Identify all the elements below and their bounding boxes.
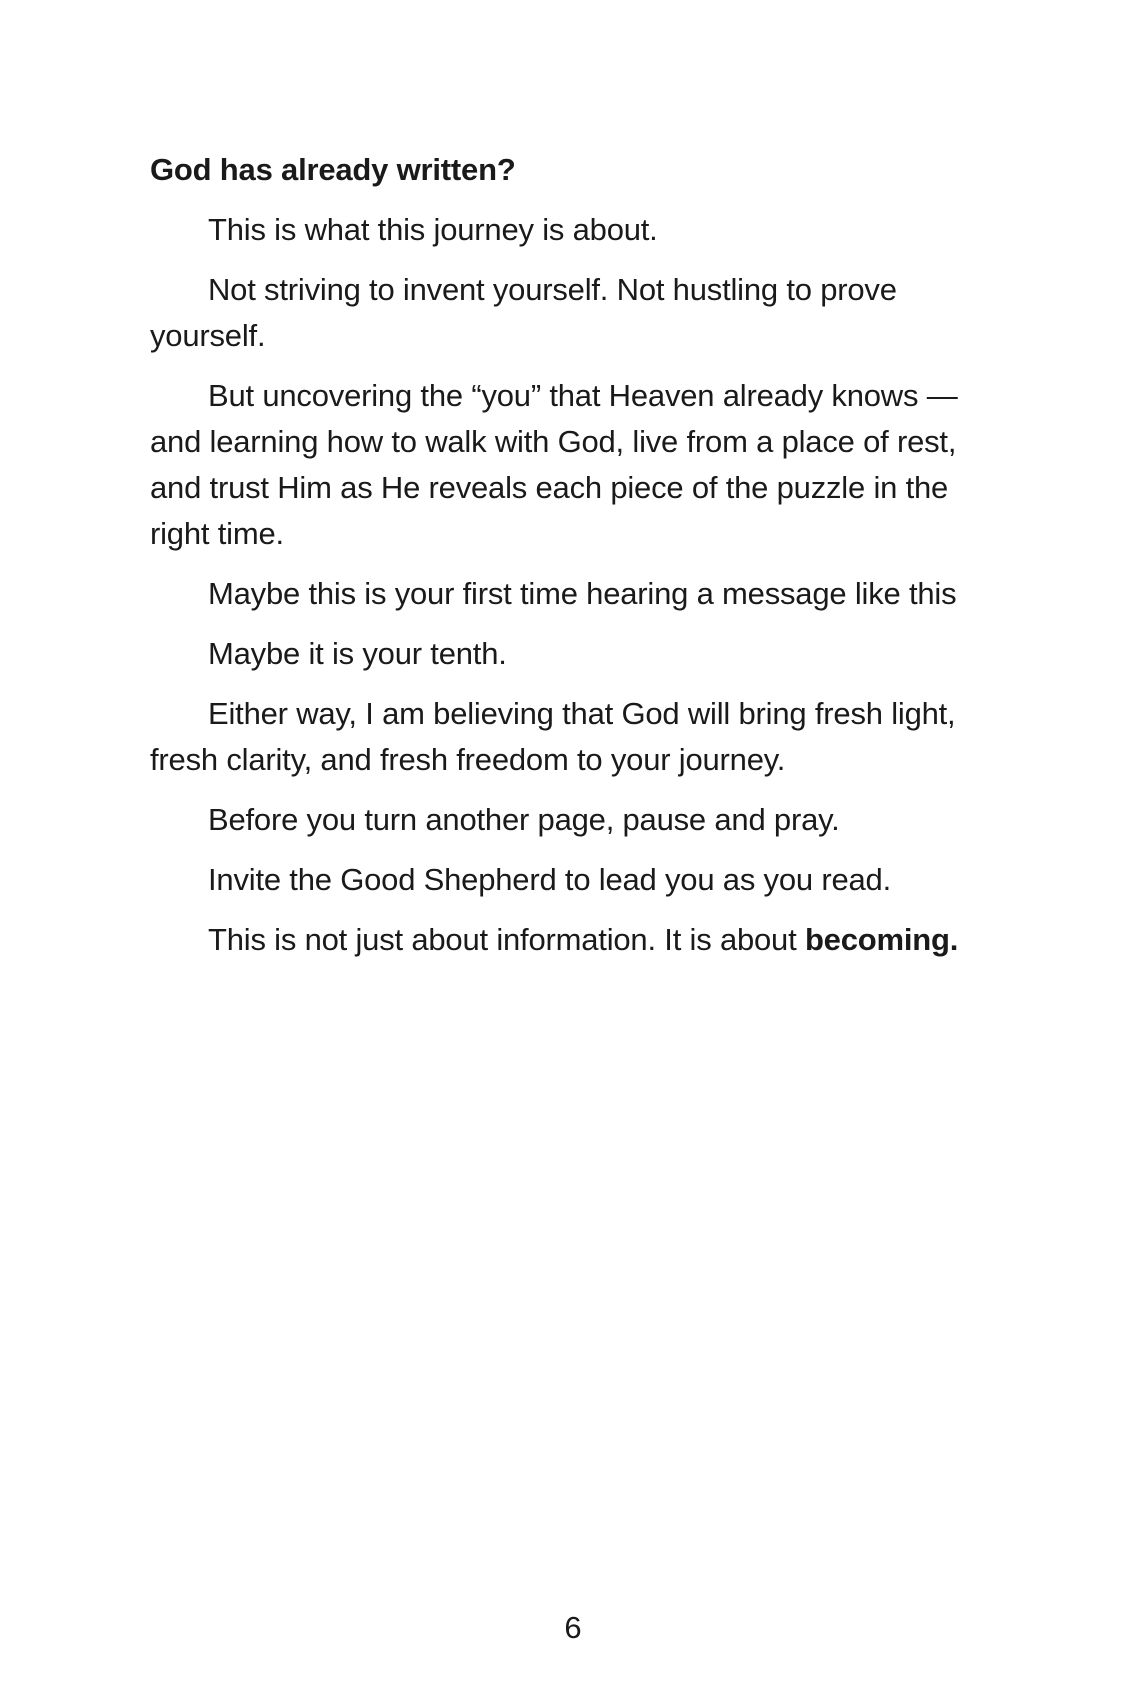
section-heading: God has already written? bbox=[150, 152, 516, 187]
paragraph-text: Before you turn another page, pause and pray. bbox=[208, 802, 840, 837]
paragraph bbox=[150, 207, 972, 253]
paragraph-text: Not striving to invent yourself. Not hustling to prove yourself. bbox=[150, 272, 897, 353]
page-content bbox=[150, 147, 972, 963]
paragraph bbox=[150, 691, 972, 783]
paragraph bbox=[150, 571, 972, 617]
paragraph-text: Either way, I am believing that God will bring fresh light, fresh clarity, and fresh freedom to your journey. bbox=[150, 696, 956, 777]
paragraph bbox=[150, 631, 972, 677]
body-paragraphs bbox=[150, 207, 972, 963]
paragraph bbox=[150, 857, 972, 903]
paragraph-text: Maybe it is your tenth. bbox=[208, 636, 507, 671]
paragraph bbox=[150, 917, 972, 963]
paragraph-bold-text: becoming. bbox=[804, 922, 959, 957]
paragraph-text: But uncovering the “you” that Heaven already knows — and learning how to walk with God, live from a place of rest, and trust Him as He reveals each piece of the puzzle in the right time. bbox=[150, 378, 958, 551]
paragraph-text: This is not just about information. It is about bbox=[208, 922, 805, 957]
paragraph-text: This is what this journey is about. bbox=[208, 212, 658, 247]
paragraph-text: Maybe this is your first time hearing a message like this bbox=[208, 576, 957, 611]
page-number: 6 bbox=[564, 1610, 582, 1645]
paragraph bbox=[150, 373, 972, 557]
paragraph bbox=[150, 797, 972, 843]
paragraph-text: Invite the Good Shepherd to lead you as you read. bbox=[208, 862, 892, 897]
paragraph bbox=[150, 267, 972, 359]
